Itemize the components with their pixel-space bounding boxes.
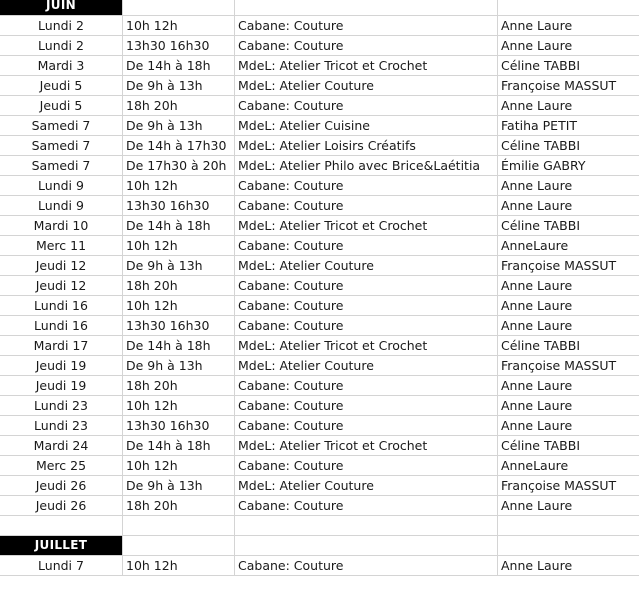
person-cell[interactable]: Anne Laure (498, 496, 639, 516)
time-cell[interactable]: De 9h à 13h (123, 256, 235, 276)
person-cell[interactable]: Céline TABBI (498, 336, 639, 356)
table-row (0, 396, 639, 416)
month-header-row (0, 0, 639, 16)
table-row (0, 436, 639, 456)
table-row (0, 276, 639, 296)
table-row (0, 416, 639, 436)
table-row (0, 236, 639, 256)
time-cell[interactable]: 18h 20h (123, 96, 235, 116)
day-cell[interactable]: Lundi 23 (0, 396, 123, 416)
time-cell[interactable]: De 14h à 18h (123, 56, 235, 76)
time-cell[interactable]: De 14h à 18h (123, 436, 235, 456)
month-label[interactable]: JUIN (0, 0, 123, 16)
person-cell[interactable]: Fatiha PETIT (498, 116, 639, 136)
day-cell[interactable]: Jeudi 26 (0, 496, 123, 516)
time-cell[interactable]: De 14h à 17h30 (123, 136, 235, 156)
activity-cell[interactable]: MdeL: Atelier Couture (235, 256, 498, 276)
empty-cell[interactable] (235, 516, 498, 536)
activity-cell[interactable]: MdeL: Atelier Couture (235, 476, 498, 496)
activity-cell[interactable]: MdeL: Atelier Tricot et Crochet (235, 436, 498, 456)
activity-cell[interactable]: Cabane: Couture (235, 316, 498, 336)
empty-cell[interactable] (123, 516, 235, 536)
time-cell[interactable]: 10h 12h (123, 236, 235, 256)
time-cell[interactable]: 18h 20h (123, 276, 235, 296)
time-cell[interactable]: 18h 20h (123, 376, 235, 396)
day-cell[interactable]: Jeudi 19 (0, 356, 123, 376)
day-cell[interactable]: Samedi 7 (0, 116, 123, 136)
empty-cell[interactable] (0, 516, 123, 536)
activity-cell[interactable]: Cabane: Couture (235, 456, 498, 476)
day-cell[interactable]: Jeudi 12 (0, 276, 123, 296)
table-row (0, 136, 639, 156)
person-cell[interactable]: Anne Laure (498, 196, 639, 216)
empty-cell[interactable] (123, 0, 235, 16)
empty-cell[interactable] (123, 536, 235, 556)
table-row (0, 496, 639, 516)
person-cell[interactable]: Céline TABBI (498, 216, 639, 236)
empty-cell[interactable] (498, 536, 639, 556)
table-row (0, 196, 639, 216)
table-row (0, 176, 639, 196)
day-cell[interactable]: Jeudi 12 (0, 256, 123, 276)
time-cell[interactable]: 10h 12h (123, 176, 235, 196)
activity-cell[interactable]: Cabane: Couture (235, 396, 498, 416)
person-cell[interactable]: Émilie GABRY (498, 156, 639, 176)
table-row (0, 56, 639, 76)
day-cell[interactable]: Mardi 17 (0, 336, 123, 356)
month-header-row (0, 536, 639, 556)
activity-cell[interactable]: MdeL: Atelier Philo avec Brice&Laétitia (235, 156, 498, 176)
time-cell[interactable]: 13h30 16h30 (123, 196, 235, 216)
activity-cell[interactable]: Cabane: Couture (235, 176, 498, 196)
day-cell[interactable]: Lundi 2 (0, 16, 123, 36)
table-row (0, 256, 639, 276)
table-row (0, 96, 639, 116)
activity-cell[interactable]: MdeL: Atelier Couture (235, 356, 498, 376)
person-cell[interactable]: Céline TABBI (498, 56, 639, 76)
activity-cell[interactable]: Cabane: Couture (235, 496, 498, 516)
time-cell[interactable]: De 9h à 13h (123, 356, 235, 376)
activity-cell[interactable]: Cabane: Couture (235, 276, 498, 296)
person-cell[interactable]: Anne Laure (498, 36, 639, 56)
person-cell[interactable]: Anne Laure (498, 176, 639, 196)
time-cell[interactable]: De 9h à 13h (123, 476, 235, 496)
activity-cell[interactable]: Cabane: Couture (235, 236, 498, 256)
day-cell[interactable]: Mardi 10 (0, 216, 123, 236)
activity-cell[interactable]: Cabane: Couture (235, 196, 498, 216)
time-cell[interactable]: De 17h30 à 20h (123, 156, 235, 176)
day-cell[interactable]: Jeudi 5 (0, 96, 123, 116)
activity-cell[interactable]: MdeL: Atelier Couture (235, 76, 498, 96)
table-row (0, 456, 639, 476)
month-label[interactable]: JUILLET (0, 536, 123, 556)
person-cell[interactable]: Anne Laure (498, 376, 639, 396)
person-cell[interactable]: Anne Laure (498, 276, 639, 296)
person-cell[interactable]: Céline TABBI (498, 136, 639, 156)
day-cell[interactable]: Mardi 24 (0, 436, 123, 456)
empty-cell[interactable] (498, 516, 639, 536)
time-cell[interactable]: 13h30 16h30 (123, 316, 235, 336)
day-cell[interactable]: Merc 11 (0, 236, 123, 256)
day-cell[interactable]: Lundi 23 (0, 416, 123, 436)
day-cell[interactable]: Jeudi 19 (0, 376, 123, 396)
table-row (0, 76, 639, 96)
activity-cell[interactable]: Cabane: Couture (235, 556, 498, 576)
empty-cell[interactable] (235, 536, 498, 556)
time-cell[interactable]: 18h 20h (123, 496, 235, 516)
activity-cell[interactable]: Cabane: Couture (235, 296, 498, 316)
day-cell[interactable]: Jeudi 26 (0, 476, 123, 496)
day-cell[interactable]: Samedi 7 (0, 136, 123, 156)
day-cell[interactable]: Lundi 16 (0, 296, 123, 316)
activity-cell[interactable]: Cabane: Couture (235, 96, 498, 116)
table-row (0, 156, 639, 176)
person-cell[interactable]: Anne Laure (498, 396, 639, 416)
day-cell[interactable]: Lundi 9 (0, 196, 123, 216)
person-cell[interactable]: Anne Laure (498, 316, 639, 336)
table-row (0, 476, 639, 496)
day-cell[interactable]: Samedi 7 (0, 156, 123, 176)
day-cell[interactable]: Lundi 7 (0, 556, 123, 576)
activity-cell[interactable]: MdeL: Atelier Tricot et Crochet (235, 56, 498, 76)
time-cell[interactable]: De 14h à 18h (123, 216, 235, 236)
table-row (0, 316, 639, 336)
day-cell[interactable]: Merc 25 (0, 456, 123, 476)
person-cell[interactable]: AnneLaure (498, 236, 639, 256)
person-cell[interactable]: Françoise MASSUT (498, 76, 639, 96)
person-cell[interactable]: Anne Laure (498, 96, 639, 116)
day-cell[interactable]: Mardi 3 (0, 56, 123, 76)
person-cell[interactable]: Anne Laure (498, 296, 639, 316)
person-cell[interactable]: Anne Laure (498, 416, 639, 436)
table-row (0, 556, 639, 576)
person-cell[interactable]: Françoise MASSUT (498, 476, 639, 496)
empty-cell[interactable] (235, 0, 498, 16)
activity-cell[interactable]: Cabane: Couture (235, 16, 498, 36)
empty-cell[interactable] (498, 0, 639, 16)
table-row (0, 216, 639, 236)
activity-cell[interactable]: MdeL: Atelier Tricot et Crochet (235, 216, 498, 236)
time-cell[interactable]: 10h 12h (123, 16, 235, 36)
activity-cell[interactable]: MdeL: Atelier Cuisine (235, 116, 498, 136)
person-cell[interactable]: Anne Laure (498, 556, 639, 576)
activity-cell[interactable]: MdeL: Atelier Tricot et Crochet (235, 336, 498, 356)
day-cell[interactable]: Lundi 9 (0, 176, 123, 196)
table-row (0, 36, 639, 56)
time-cell[interactable]: De 9h à 13h (123, 76, 235, 96)
person-cell[interactable]: Anne Laure (498, 16, 639, 36)
person-cell[interactable]: Françoise MASSUT (498, 356, 639, 376)
table-row (0, 336, 639, 356)
table-row (0, 356, 639, 376)
time-cell[interactable]: De 14h à 18h (123, 336, 235, 356)
table-row (0, 116, 639, 136)
table-row (0, 376, 639, 396)
time-cell[interactable]: 13h30 16h30 (123, 416, 235, 436)
activity-cell[interactable]: MdeL: Atelier Loisirs Créatifs (235, 136, 498, 156)
time-cell[interactable]: De 9h à 13h (123, 116, 235, 136)
time-cell[interactable]: 10h 12h (123, 396, 235, 416)
blank-row (0, 516, 639, 536)
person-cell[interactable]: Céline TABBI (498, 436, 639, 456)
time-cell[interactable]: 10h 12h (123, 556, 235, 576)
activity-cell[interactable]: Cabane: Couture (235, 416, 498, 436)
time-cell[interactable]: 10h 12h (123, 456, 235, 476)
table-row (0, 16, 639, 36)
day-cell[interactable]: Lundi 16 (0, 316, 123, 336)
activity-cell[interactable]: Cabane: Couture (235, 36, 498, 56)
time-cell[interactable]: 10h 12h (123, 296, 235, 316)
activity-cell[interactable]: Cabane: Couture (235, 376, 498, 396)
day-cell[interactable]: Jeudi 5 (0, 76, 123, 96)
time-cell[interactable]: 13h30 16h30 (123, 36, 235, 56)
day-cell[interactable]: Lundi 2 (0, 36, 123, 56)
person-cell[interactable]: Françoise MASSUT (498, 256, 639, 276)
person-cell[interactable]: AnneLaure (498, 456, 639, 476)
table-row (0, 296, 639, 316)
